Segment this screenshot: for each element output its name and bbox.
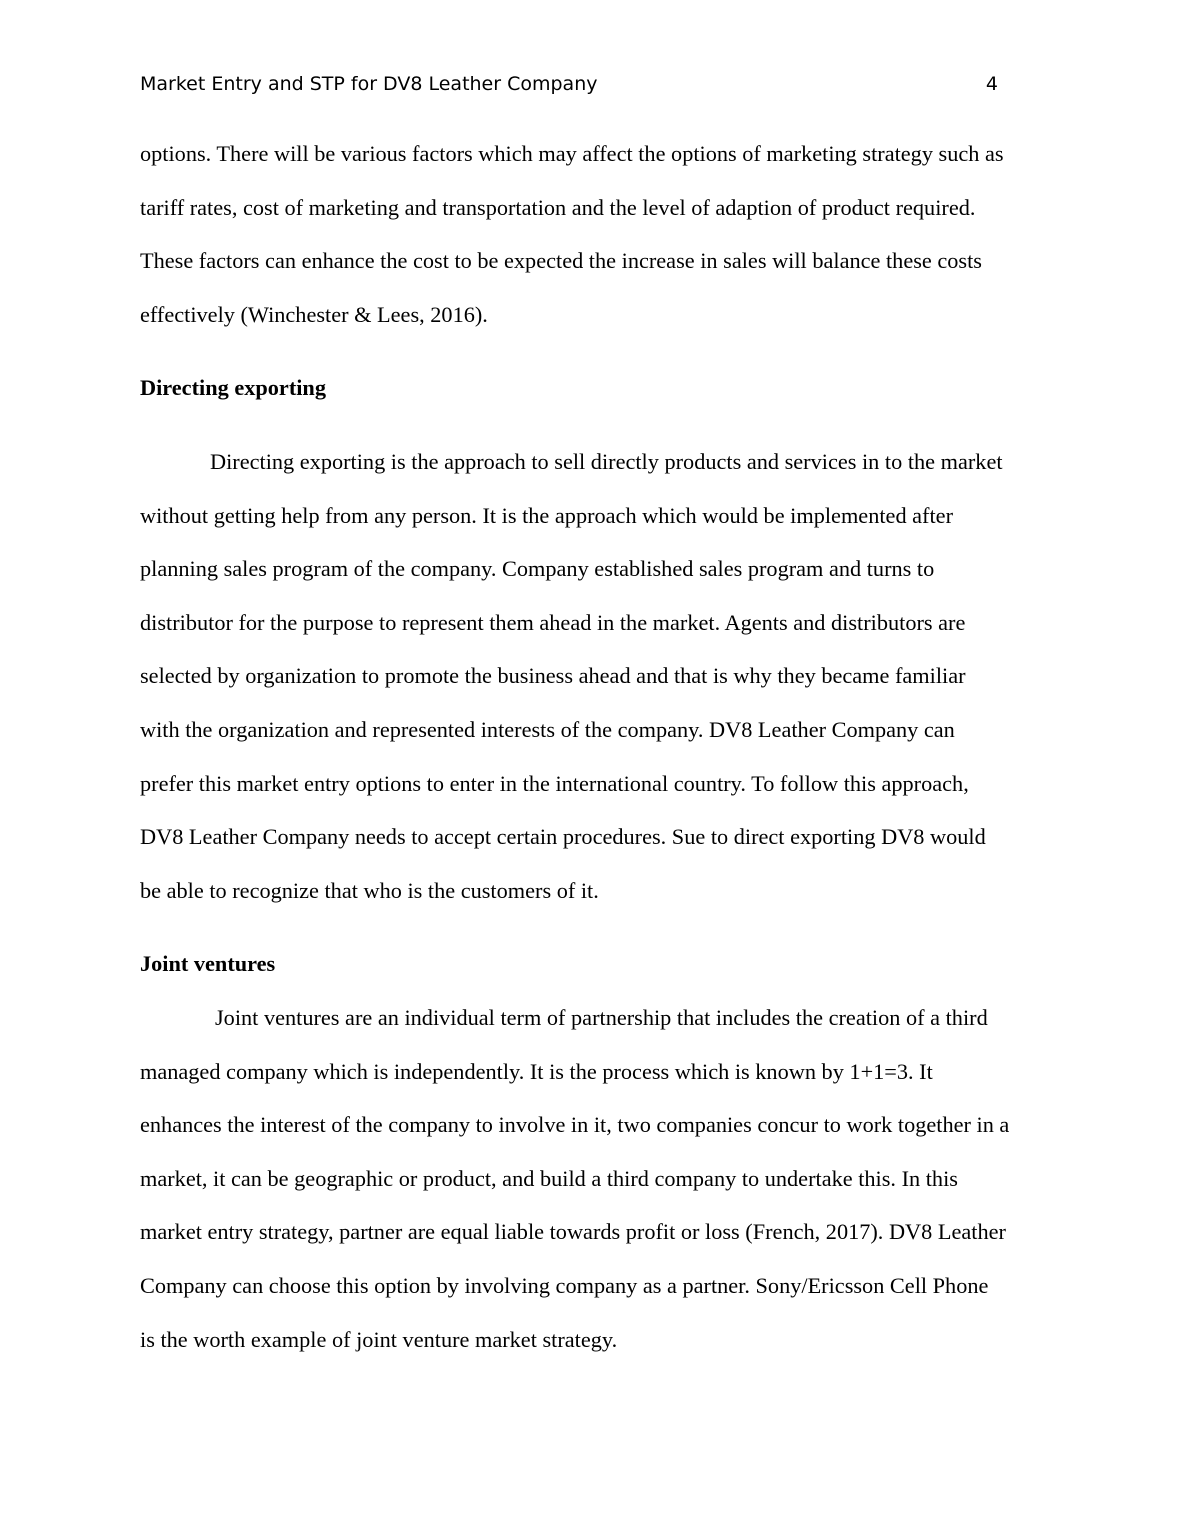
text-line: market entry strategy, partner are equal liable towards profit or loss (French, 2017). DV8 Leather bbox=[140, 1219, 1006, 1245]
text-line: managed company which is independently. It is the process which is known by 1+1=3. It bbox=[140, 1058, 933, 1084]
directing-exporting-paragraph bbox=[140, 435, 1055, 917]
text-line: options. There will be various factors which may affect the options of marketing strategy such as bbox=[140, 141, 1004, 166]
text-line: effectively (Winchester & Lees, 2016). bbox=[140, 301, 488, 327]
joint-ventures-paragraph bbox=[140, 991, 1055, 1366]
text-line: without getting help from any person. It is the approach which would be implemented after bbox=[140, 502, 953, 528]
text-line: tariff rates, cost of marketing and transportation and the level of adaption of product required. bbox=[140, 194, 976, 220]
text-line: market, it can be geographic or product, and build a third company to undertake this. In this bbox=[140, 1165, 958, 1191]
intro-paragraph bbox=[140, 127, 1055, 341]
text-line: Company can choose this option by involving company as a partner. Sony/Ericsson Cell Phone bbox=[140, 1272, 989, 1298]
running-title: Market Entry and STP for DV8 Leather Company bbox=[140, 73, 598, 95]
text-line: These factors can enhance the cost to be expected the increase in sales will balance these costs bbox=[140, 248, 982, 274]
page-number: 4 bbox=[985, 73, 998, 95]
text-line: enhances the interest of the company to involve in it, two companies concur to work together in a bbox=[140, 1112, 1010, 1138]
text-line: distributor for the purpose to represent them ahead in the market. Agents and distributors are bbox=[140, 609, 966, 635]
text-line: Joint ventures are an individual term of partnership that includes the creation of a third bbox=[215, 1005, 988, 1030]
text-line: be able to recognize that who is the customers of it. bbox=[140, 877, 599, 903]
text-line: DV8 Leather Company needs to accept certain procedures. Sue to direct exporting DV8 would bbox=[140, 824, 986, 850]
text-line: is the worth example of joint venture market strategy. bbox=[140, 1326, 618, 1352]
text-line: planning sales program of the company. Company established sales program and turns to bbox=[140, 556, 935, 582]
text-line: selected by organization to promote the business ahead and that is why they became familiar bbox=[140, 663, 966, 689]
heading-directing-exporting: Directing exporting bbox=[140, 375, 326, 400]
text-line: with the organization and represented interests of the company. DV8 Leather Company can bbox=[140, 716, 955, 742]
text-line: Directing exporting is the approach to sell directly products and services in to the market bbox=[210, 449, 1003, 474]
heading-joint-ventures: Joint ventures bbox=[140, 951, 276, 976]
text-line: prefer this market entry options to enter in the international country. To follow this approach, bbox=[140, 770, 969, 796]
running-header bbox=[140, 70, 998, 98]
